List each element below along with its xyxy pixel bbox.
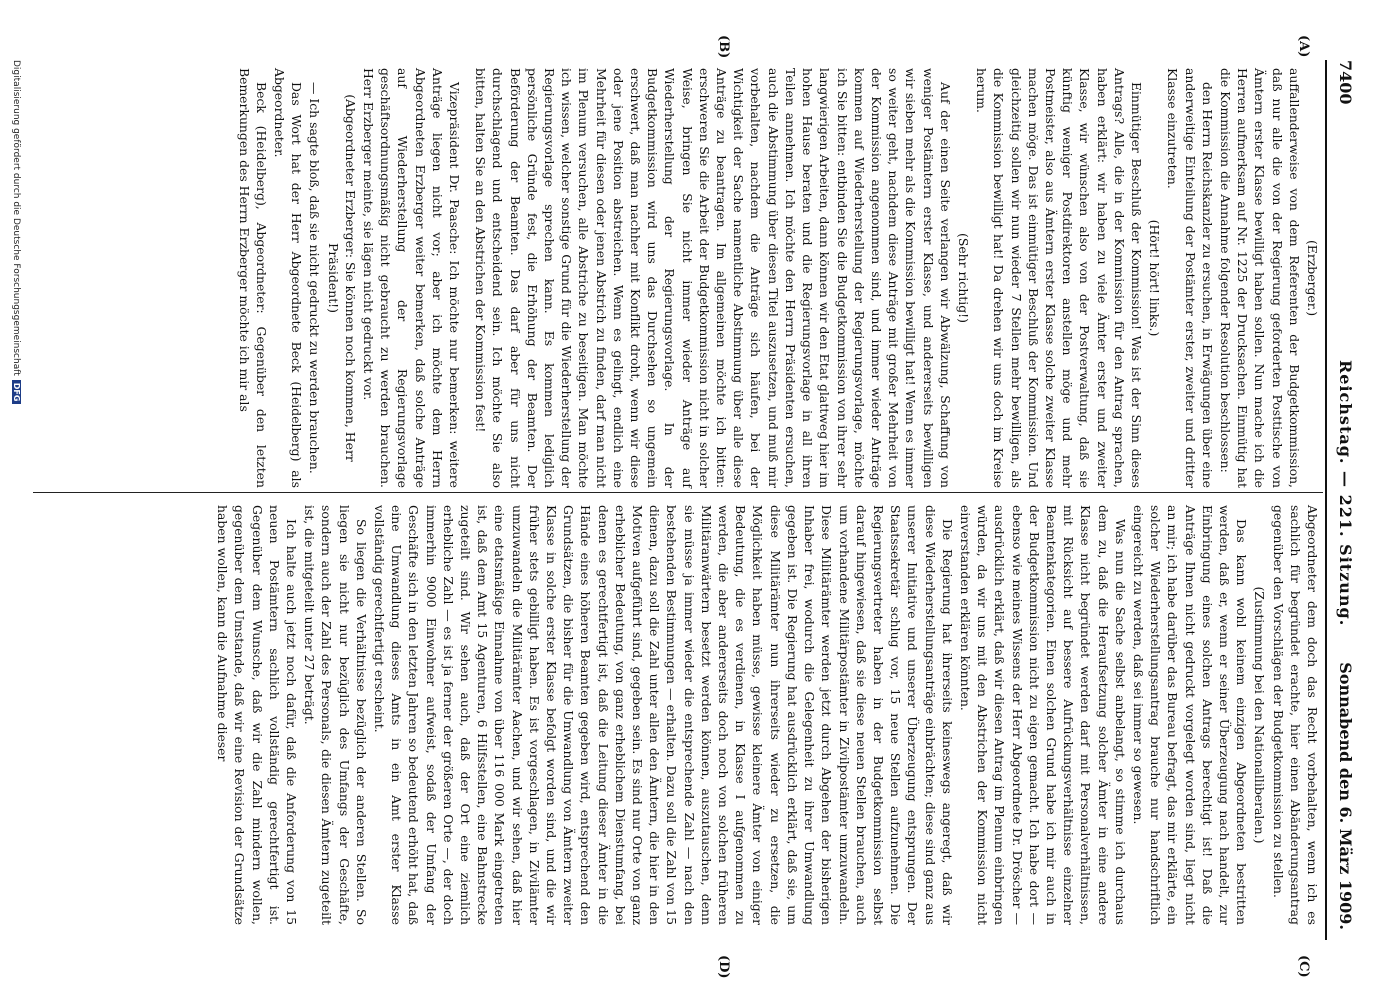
paragraph: Ich halte auch jetzt noch dafür, daß die Anforderung von 15 neuen Postämtern sachlich vollständig gerechtfertigt ist. Gegenüber dem Wunsche, daß wir die Zahl mindern wollen, gegenüber dem Umstande, daß wir eine Revision der Grundsätze haben wollen, kann die Aufnahme dieser <box>215 505 300 925</box>
page-header <box>1325 60 1365 930</box>
left-text-column <box>234 68 1321 488</box>
paragraph: Vizepräsident Dr. Paasche: Ich möchte nur bemerken: weitere Anträge liegen nicht vor; aber ich möchte dem Herrn Abgeordneten Erzberger weiter bemerken, daß solche Anträge auf Wiederherstellung der Regierungsvorlage geschäftsordnungsmäßig nicht gebraucht zu werden brauchen. Herr Erzberger meinte, sie lägen nicht gedruckt vor. <box>361 68 463 488</box>
margin-marker-a: (A) <box>1296 35 1311 58</box>
paragraph: Auf der einen Seite verlangen wir Abwälzung, Schaffung von weniger Postämtern erster Klasse, und andererseits bewilligen wir sieben mehr als die Kommission bewilligt hat! Wenn es immer so weiter geht, nachdem diese Anträge mit großer Mehrheit von der Kommission angenommen sind, und immer wieder Anträge kommen auf Wiederherstellung der Regierungsvorlage, möchte ich Sie bitten: entbinden Sie die Budgetkommission von ihrer sehr langwierigen Arbeiten, dann können wir den Etat glattweg hier im hohen Hause beraten und die Regierungsvorlage in all ihren Teilen annehmen. Ich möchte den Herrn Präsidenten ersuchen, auch die Abstimmung über diesen Titel auszusetzen, und muß mir vorbehalten, nachdem die Anträge sich häufen, bei der Wichtigkeit der Sache namentliche Abstimmung über alle diese Anträge zu beantragen. Im allgemeinen möchte ich bitten: erschweren Sie die Arbeit der Budgetkommission nicht in solcher Weise, bringen Sie nicht immer wieder Anträge auf Wiederherstellung der Regierungsvorlage. In der Budgetkommission wird uns das Durchsehen so ungemein erschwert, daß man nachher mit Konflikt droht, wenn wir diese oder jene Position abstreichen. Wenn es gelingt, endlich eine Mehrheit für diesen oder jenen Abstrich zu finden, darf man nicht im Plenum versuchen, alle Abstriche zu beseitigen. Man möchte ich wissen, welcher sonstige Grund für die Wiederherstellung der Regierungsvorlage sprechen kann. Es kommen lediglich persönliche Gründe fest, die Erhöhung der Beamten. Der Beförderung der Beamten. Das darf aber für uns nicht durchschlagend und entscheidend sein. Ich möchte Sie also bitten, halten Sie an den Abstrichen der Kommission fest! <box>473 68 953 488</box>
paragraph: den Herrn Reichskanzler zu ersuchen, in Erwägungen über eine anderweitige Einteilung der Postämter erster, zweiter und dritter Klasse einzutreten. <box>1165 68 1215 488</box>
paragraph: Beck (Heidelberg), Abgeordneter: Gegenüber den letzten Bemerkungen des Herrn Erzberger möchte ich mir als <box>236 68 269 488</box>
credit-text: Digitalisierung gefördert durch die Deutsche Forschungsgemeinschaft <box>11 60 21 376</box>
session-date: Sonnabend den 6. März 1909. <box>1336 662 1355 930</box>
right-text-column <box>213 505 1321 925</box>
paragraph-gap <box>463 68 471 488</box>
interjection: (Erzberger.) <box>1305 239 1320 317</box>
interjection: (Zustimmung bei den Nationalliberalen.) <box>1252 586 1268 844</box>
dfg-logo: DFG <box>12 380 21 405</box>
session-title: Reichstag. — 221. Sitzung. <box>1336 360 1355 627</box>
margin-marker-d: (D) <box>716 955 731 979</box>
paragraph: Das kann wohl keinem einzigen Abgeordneten bestritten werden, daß er, wenn er seiner Überzeugung nach handelt, zur Einbringung eines solchen Antrags berechtigt ist! Daß die Anträge Ihnen nicht gedruckt vorgelegt worden sind, liegt nicht an mir; ich habe darüber das Bureau befragt, das mir erklärte, ein solcher Wiederherstellungsantrag brauche nur handschriftlich eingereicht zu werden, daß sei immer so gewesen. <box>1130 505 1250 925</box>
header-rule <box>1325 60 1327 940</box>
paragraph: Das Wort hat der Herr Abgeordnete Beck (Heidelberg) als Abgeordneter. <box>272 68 305 488</box>
paragraph: — Ich sagte bloß, daß sie nicht gedruckt zu werden brauchen. <box>307 82 323 474</box>
interjection: (Hört! hört! links.) <box>1147 219 1163 337</box>
digitization-credit <box>11 60 21 404</box>
page-number: 7400 <box>1336 60 1355 105</box>
paragraph: Was nun die Sache selbst anbelangt, so stimme ich durchaus dem zu, daß die Heraufsetzung solcher Ämter in eine andere Klasse nicht begründet werden darf mit Personalverhältnissen, mit Rücksicht auf bessere Aufrückungsverhältnisse einzelner Beamtenkategorien. Einen solchen Grund habe ich mir auch in der Budgetkommission nicht zu eigen gemacht. Ich habe dort — ebenso wie meines Wissens der Herr Abgeordnete Dr. Dröscher — ausdrücklich erklärt, daß wir diesen Antrag im Plenum einbringen würden, da wir uns mit den Abstrichen der Kommission nicht einverstanden erklären könnten. <box>957 505 1128 925</box>
paragraph: Einmütiger Beschluß der Kommission! Was ist der Sinn dieses Antrags? Alle, die in der Kommission für den Antrag sprachen, haben erklärt: wir haben zu viele Ämter erster und zweiter Klasse, wir wünschen also von der Postverwaltung, daß sie künftig weniger Postdirektoren anstellen möge und mehr Postmeister, also aus Ämtern erster Klasse solche zweiter Klasse machen möge. Das ist einmütiger Beschluß der Kommission. Und gleichzeitig sollen wir nun wieder 7 Stellen mehr bewilligen, als die Kommission bewilligt hat! Da drehen wir uns doch im Kreise herum. <box>974 68 1144 488</box>
margin-marker-c: (C) <box>1296 955 1311 978</box>
column-rule <box>33 492 1323 493</box>
paragraph: Abgeordneter dem doch das Recht vorbehalten, wenn ich es sachlich für begründet erachte, hier einen Abänderungsantrag gegenüber den Vorschlägen der Budgetkommission zu stellen. <box>1270 505 1320 925</box>
interjection: (Abgeordneter Erzberger: Sie können noch kommen, Herr Präsident!) <box>325 94 358 462</box>
paragraph: auffallenderweise von dem Referenten der Budgetkommission, daß nur alle die von der Regierung geforderten Posttische von Ämtern erster Klasse bewilligt haben sollen. Nun mache ich die Herren aufmerksam auf Nr. 1225 der Drucksachen. Einmütig hat die Kommission die Annahme folgender Resolution beschlossen: <box>1217 68 1302 488</box>
paragraph: So liegen die Verhältnisse bezüglich der anderen Stellen. So liegen sie nicht nur bezüglich des Umfangs der Geschäfte, sondern auch der Zahl des Personals, die diesen Ämtern zugeteilt ist, die mitgeteilt unter 27 beträgt. <box>302 505 369 925</box>
margin-marker-b: (B) <box>716 35 731 59</box>
paragraph: Die Regierung hat ihrerseits keineswegs angeregt, daß wir diese Wiederherstellungsanträge einbrächten; diese sind ganz aus unserer Initiative und unserer Überzeugung entsprungen. Der Staatssekretär schlug vor, 15 neue Stellen aufzunehmen. Die Regierungsvertreter haben in der Budgetkommission selbst darauf hingewiesen, daß sie diese neuen Stellen brauchen, auch um vorhandene Militärpostämter in Zivilpostämter umzuwandeln. Diese Militärämter werden jetzt durch Abgehen der bisherigen Inhaber frei, wodurch die Gelegenheit zu ihrer Umwandlung gegeben ist. Die Regierung hat ausdrücklich erklärt, daß sie, um diese Militärämter nun ihrerseits wieder zu ersetzen, die Möglichkeit haben müsse, gewisse kleinere Ämter von einiger Bedeutung, die es verdienen, in Klasse I aufgenommen zu werden, die aber andererseits doch noch von solchen früheren Militäranwärtern besetzt werden können, auszutauschen, denn sie müsse ja immer wieder die entsprechende Zahl — nach den bestehenden Bestimmungen — erhalten. Dazu soll die Zahl von 15 dienen, dazu soll die Zahl unter allen den Ämtern, die hier in den Motiven aufgeführt sind, gegeben sein. Es sind nur Orte von ganz erheblicher Bedeutung, von ganz erheblichem Dienstumfang, bei denen es gerechtfertigt ist, daß die Leitung dieser Ämter in die Hände eines höheren Beamten gegeben wird, entsprechend den Grundsätzen, die bisher für die Umwandlung von Ämtern zweiter Klasse in solche erster Klasse befolgt worden sind, und die wir früher stets gebilligt haben. Es ist vorgeschlagen, in Zivilämter umzuwandeln die Militärämter Aachen, und wir sehen, daß hier eine etatsmäßige Einnahme von über 116 000 Mark eingetreten ist, daß dem Amt 15 Agenturen, 6 Hilfsstellen, eine Bahnstrecke zugeteilt sind. Wir sehen auch, daß der Ort eine ziemlich erhebliche Zahl — es ist ja ferner der größeren Orte —, der doch immerhin 9000 Einwohner aufweist, sodaß der Umfang der Geschäfte sich in den letzten Jahren so bedeutend erhöht hat, daß eine Umwandlung dieses Amts in ein Amt erster Klasse vollständig gerechtfertigt erscheint. <box>372 505 955 925</box>
interjection: (Sehr richtig!) <box>955 233 971 323</box>
